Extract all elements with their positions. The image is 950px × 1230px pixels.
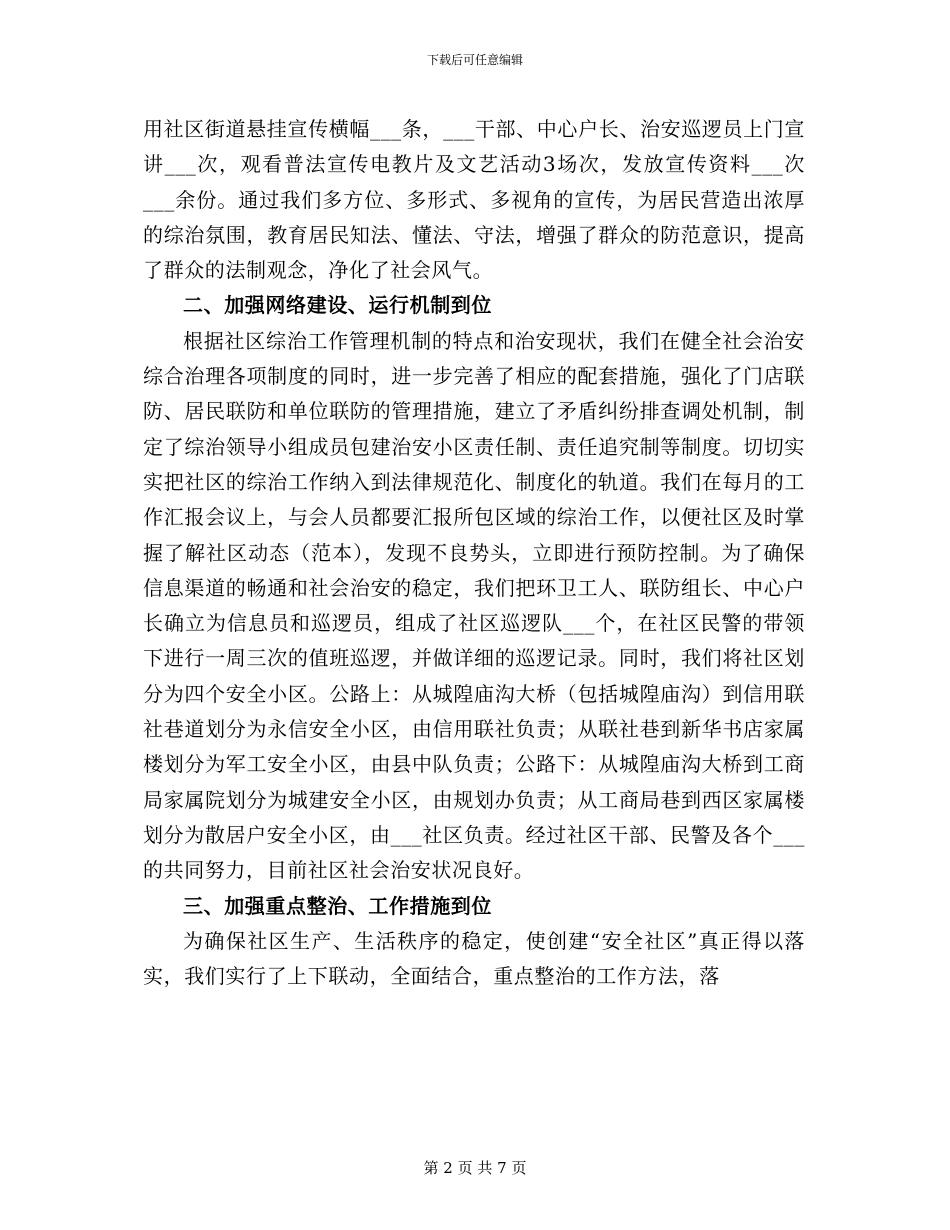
page-number-footer: 第 2 页 共 7 页 [423, 1159, 527, 1177]
paragraph-rectification: 为确保社区生产、生活秩序的稳定，使创建“安全社区”真正得以落实，我们实行了上下联动，全面结合，重点整治的工作方法，落 [143, 928, 805, 989]
document-body [143, 112, 805, 994]
paragraph-publicity: 用社区街道悬挂宣传横幅___条，___干部、中心户长、治安巡逻员上门宣讲___次，观看普法宣传电教片及文艺活动3场次，发放宣传资料___次___余份。通过我们多方位、多形式、多视角的宣传，为居民营造出浓厚的综治氛围，教育居民知法、懂法、守法，增强了群众的防范意识，提高了群众的法制观念，净化了社会风气。 [143, 117, 805, 283]
section-heading-network: 二、加强网络建设、运行机制到位 [183, 293, 492, 318]
section-heading-rectification: 三、加强重点整治、工作措施到位 [183, 893, 492, 918]
paragraph-network: 根据社区综治工作管理机制的特点和治安现状，我们在健全社会治安综合治理各项制度的同时，进一步完善了相应的配套措施，强化了门店联防、居民联防和单位联防的管理措施，建立了矛盾纠纷排查调处机制，制定了综治领导小组成员包建治安小区责任制、责任追究制等制度。切切实实把社区的综治工作纳入到法律规范化、制度化的轨道。我们在每月的工作汇报会议上，与会人员都要汇报所包区域的综治工作，以便社区及时掌握了解社区动态（范本），发现不良势头，立即进行预防控制。为了确保信息渠道的畅通和社会治安的稳定，我们把环卫工人、联防组长、中心户长确立为信息员和巡逻员，组成了社区巡逻队___个，在社区民警的带领下进行一周三次的值班巡逻，并做详细的巡逻记录。同时，我们将社区划分为四个安全小区。公路上：从城隍庙沟大桥（包括城隍庙沟）到信用联社巷道划分为永信安全小区，由信用联社负责；从联社巷到新华书店家属楼划分为军工安全小区，由县中队负责；公路下：从城隍庙沟大桥到工商局家属院划分为城建安全小区，由规划办负责；从工商局巷到西区家属楼划分为散居户安全小区，由___社区负责。经过社区干部、民警及各个___的共同努力，目前社区社会治安状况良好。 [143, 328, 805, 883]
page-header-note: 下载后可任意编辑 [426, 53, 523, 67]
